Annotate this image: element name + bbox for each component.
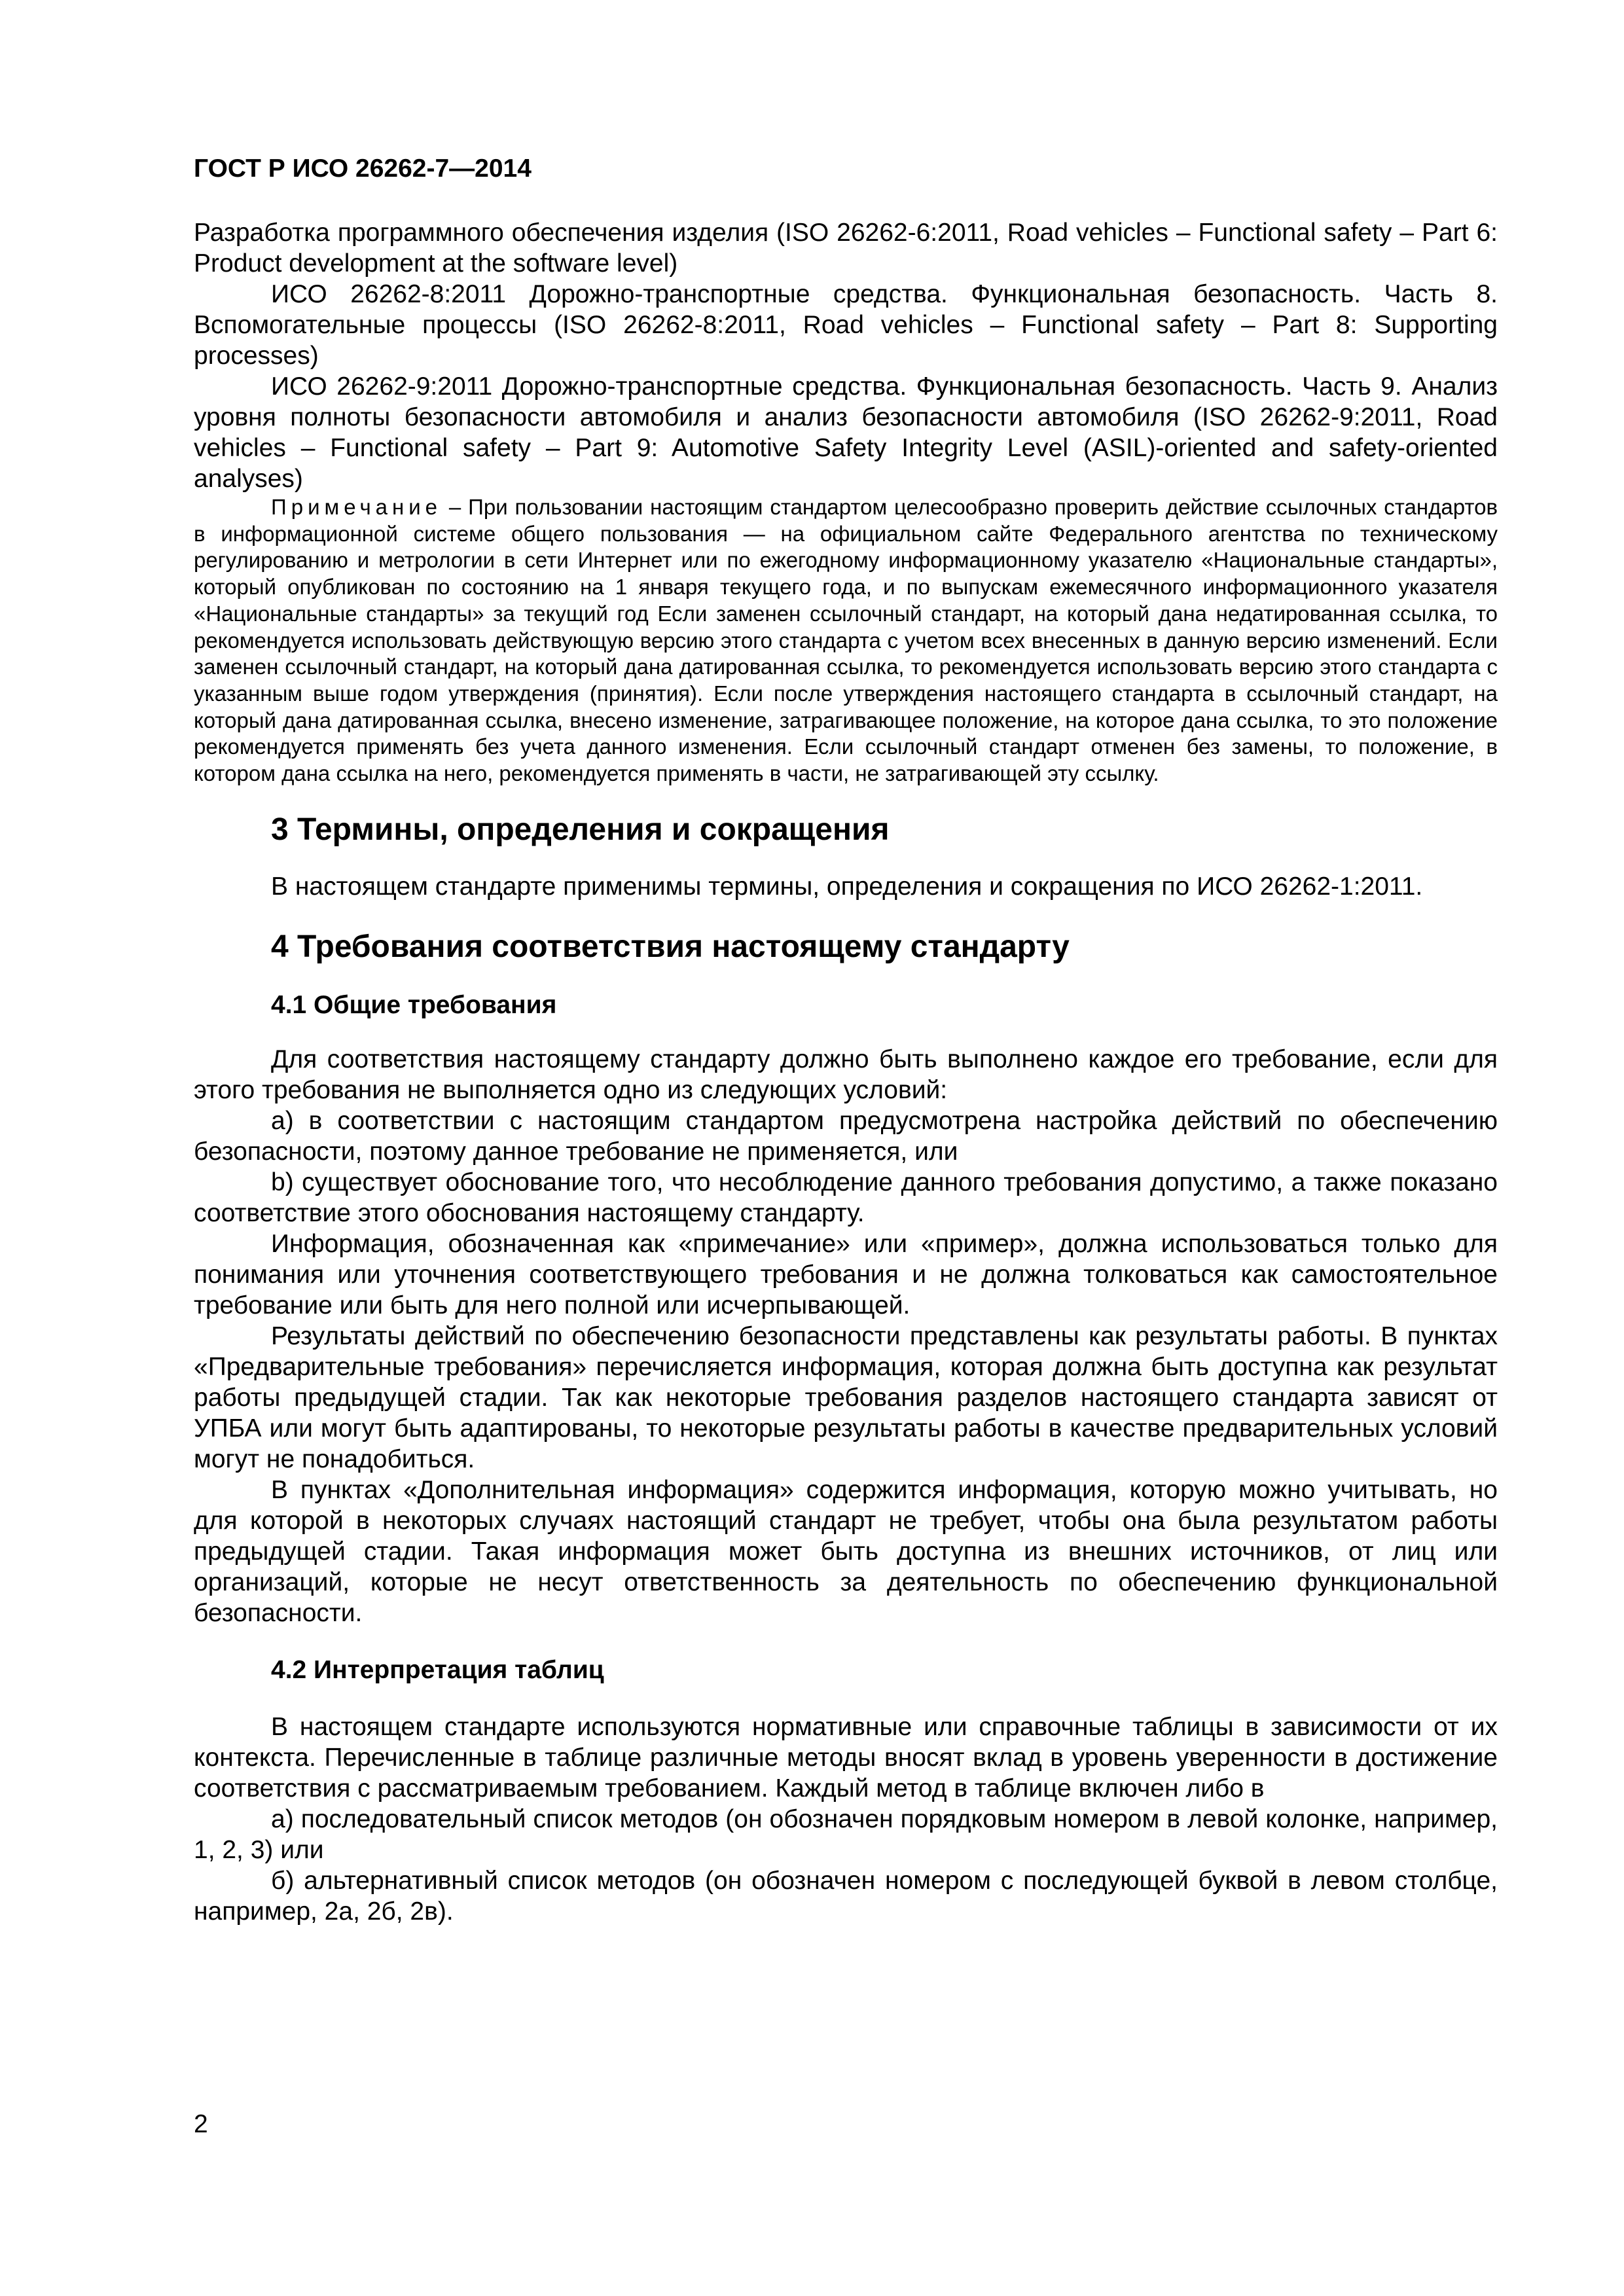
reference-item: ИСО 26262-8:2011 Дорожно-транспортные средства. Функциональная безопасность. Часть 8. Вспомогательные процессы (ISO 26262-8:2011, Road vehicles – Functional safety – Part 8: Supporting processes) xyxy=(194,280,1498,370)
paragraph: В пунктах «Дополнительная информация» содержится информация, которую можно учитывать, но для которой в некоторых случаях настоящий стандарт не требует, чтобы она была результатом работы предыдущей стадии. Такая информация может быть доступна из внешних источников, от лиц или организаций, которые не несут ответственность за деятельность по обеспечению функциональной безопасности. xyxy=(194,1475,1498,1627)
paragraph: В настоящем стандарте используются нормативные или справочные таблицы в зависимости от их контекста. Перечисленные в таблице различные методы вносят вклад в уровень уверенности в достижение соответствия с рассматриваемым требованием. Каждый метод в таблице включен либо в xyxy=(194,1712,1498,1803)
paragraph: Для соответствия настоящему стандарту должно быть выполнено каждое его требование, если для этого требования не выполняется одно из следующих условий: xyxy=(194,1045,1498,1104)
paragraph: Результаты действий по обеспечению безопасности представлены как результаты работы. В пунктах «Предварительные требования» перечисляется информация, которая должна быть доступна как результат работы предыдущей стадии. Так как некоторые требования разделов настоящего стандарта зависят от УПБА или могут быть адаптированы, то некоторые результаты работы в качестве предварительных условий могут не понадобиться. xyxy=(194,1321,1498,1473)
reference-item: ИСО 26262-9:2011 Дорожно-транспортные средства. Функциональная безопасность. Часть 9. Анализ уровня полноты безопасности автомобиля и анализ безопасности автомобиля (ISO 26262-9:2011, Road vehicles – Functional safety – Part 9: Automotive Safety Integrity Level (ASIL)-oriented and safety-oriented analyses) xyxy=(194,372,1498,493)
list-item: b) существует обоснование того, что несоблюдение данного требования допустимо, а также показано соответствие этого обоснования настоящему стандарту. xyxy=(194,1168,1498,1227)
list-item: а) в соответствии с настоящим стандартом предусмотрена настройка действий по обеспечению безопасности, поэтому данное требование не применяется, или xyxy=(194,1106,1498,1166)
subsection-4-2-heading: 4.2 Интерпретация таблиц xyxy=(271,1655,604,1684)
note-label: Примечание xyxy=(271,495,442,519)
section-3-heading: 3 Термины, определения и сокращения xyxy=(271,812,890,847)
list-item: б) альтернативный список методов (он обозначен номером с последующей буквой в левом столбце, например, 2а, 2б, 2в). xyxy=(194,1866,1498,1926)
list-item: а) последовательный список методов (он обозначен порядковым номером в левой колонке, например, 1, 2, 3) или xyxy=(194,1804,1498,1864)
page-number: 2 xyxy=(194,2110,208,2138)
reference-continuation: Разработка программного обеспечения изделия (ISO 26262-6:2011, Road vehicles – Functional safety – Part 6: Product development at the software level) xyxy=(194,219,1498,278)
paragraph: Информация, обозначенная как «примечание» или «пример», должна использоваться только для понимания или уточнения соответствующего требования и не должна толковаться как самостоятельное требование или быть для него полной или исчерпывающей. xyxy=(194,1229,1498,1319)
section-3-text: В настоящем стандарте применимы термины, определения и сокращения по ИСО 26262-1:2011. xyxy=(271,872,1423,901)
note-paragraph xyxy=(194,494,1498,787)
document-body xyxy=(194,217,1498,1927)
subsection-4-1-heading: 4.1 Общие требования xyxy=(271,990,557,1019)
section-4-heading: 4 Требования соответствия настоящему стандарту xyxy=(271,929,1070,964)
note-text: – При пользовании настоящим стандартом целесообразно проверить действие ссылочных стандартов в информационной системе общего пользования — на официальном сайте Федерального агентства по техническому регулированию и метрологии в сети Интернет или по ежегодному информационному указателю «Национальные стандарты», который опубликован по состоянию на 1 января текущего года, и по выпускам ежемесячного информационного указателя «Национальные стандарты» за текущий год Если заменен ссылочный стандарт, на который дана недатированная ссылка, то рекомендуется использовать действующую версию этого стандарта с учетом всех внесенных в данную версию изменений. Если заменен ссылочный стандарт, на который дана датированная ссылка, то рекомендуется использовать версию этого стандарта с указанным выше годом утверждения (принятия). Если после утверждения настоящего стандарта в ссылочный стандарт, на который дана датированная ссылка, внесено изменение, затрагивающее положение, на которое дана ссылка, то это положение рекомендуется применять без учета данного изменения. Если ссылочный стандарт отменен без замены, то положение, в котором дана ссылка на него, рекомендуется применять в части, не затрагивающей эту ссылку. xyxy=(194,495,1498,786)
document-header: ГОСТ Р ИСО 26262-7—2014 xyxy=(194,154,532,183)
